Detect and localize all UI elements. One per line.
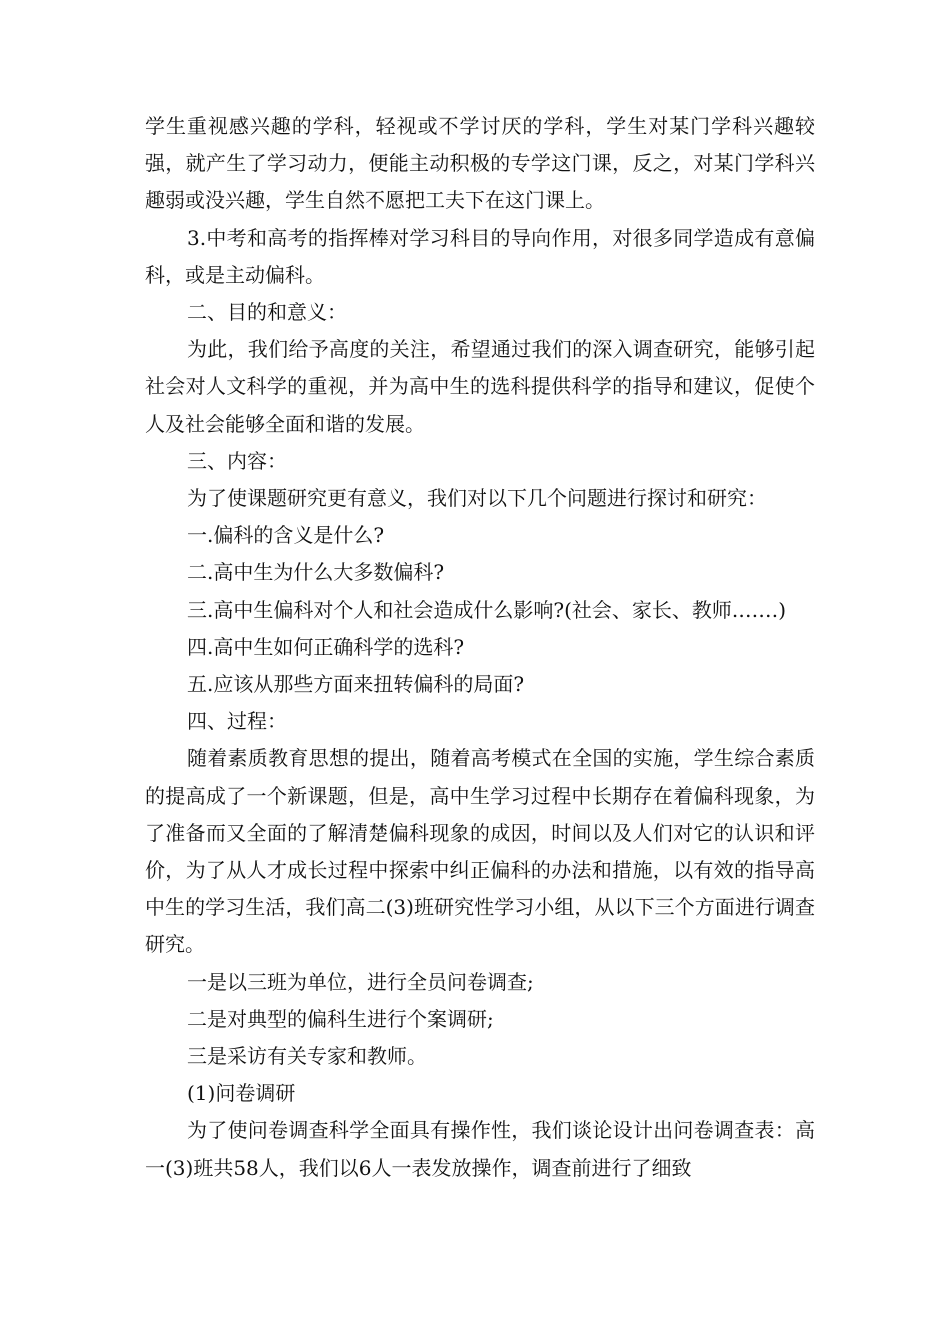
paragraph: 3.中考和高考的指挥棒对学习科目的导向作用，对很多同学造成有意偏科，或是主动偏科。 (145, 225, 815, 287)
section-heading: 三、内容： (187, 448, 287, 473)
list-item: 一是以三班为单位，进行全员问卷调查; (187, 969, 534, 994)
paragraph: 学生重视感兴趣的学科，轻视或不学讨厌的学科，学生对某门学科兴趣较强，就产生了学习动力，便能主动积极的专学这门课，反之，对某门学科兴趣弱或没兴趣，学生自然不愿把工夫下在这门课上。 (145, 114, 815, 213)
list-item: 五.应该从那些方面来扭转偏科的局面? (187, 672, 525, 697)
subsection-heading: (1)问卷调研 (187, 1081, 296, 1106)
list-item: 二是对典型的偏科生进行个案调研; (187, 1006, 494, 1031)
section-heading: 四、过程： (187, 709, 287, 734)
list-item: 二.高中生为什么大多数偏科? (187, 560, 445, 585)
list-item: 一.偏科的含义是什么? (187, 523, 385, 548)
document-page (145, 108, 815, 1187)
paragraph: 随着素质教育思想的提出，随着高考模式在全国的实施，学生综合素质的提高成了一个新课题，但是，高中生学习过程中长期存在着偏科现象，为了准备而又全面的了解清楚偏科现象的成因，时间以及人们对它的认识和评价，为了从人才成长过程中探索中纠正偏科的办法和措施，以有效的指导高中生的学习生活，我们高二(3)班研究性学习小组，从以下三个方面进行调查研究。 (145, 746, 815, 957)
list-item: 三.高中生偏科对个人和社会造成什么影响?(社会、家长、教师.……) (187, 597, 787, 622)
section-heading: 二、目的和意义： (187, 300, 347, 325)
list-item: 三是采访有关专家和教师。 (187, 1044, 427, 1069)
paragraph: 为了使问卷调查科学全面具有操作性，我们谈论设计出问卷调查表：高一(3)班共58人，我们以6人一表发放操作，调查前进行了细致 (145, 1118, 815, 1180)
paragraph: 为此，我们给予高度的关注，希望通过我们的深入调查研究，能够引起社会对人文科学的重视，并为高中生的选科提供科学的指导和建议，促使个人及社会能够全面和谐的发展。 (145, 337, 815, 436)
list-item: 四.高中生如何正确科学的选科? (187, 634, 465, 659)
paragraph: 为了使课题研究更有意义，我们对以下几个问题进行探讨和研究： (187, 486, 767, 511)
